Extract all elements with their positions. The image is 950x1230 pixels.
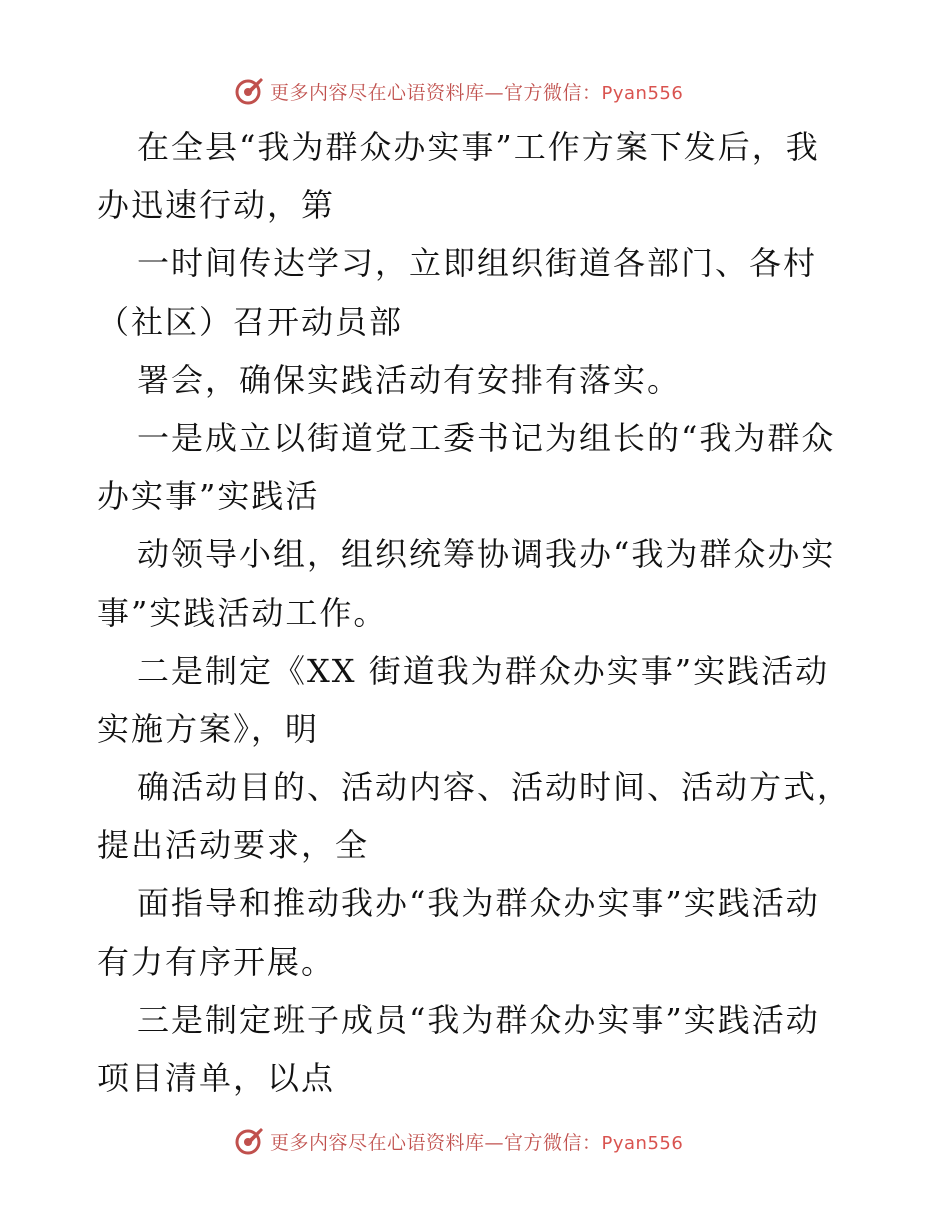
text-line: 一是成立以街道党工委书记为组长的“我为群众 xyxy=(137,418,836,457)
pen-logo-icon xyxy=(234,76,264,106)
text-line: 面指导和推动我办“我为群众办实事”实践活动 xyxy=(137,884,820,923)
header-banner-text: 更多内容尽在心语资料库—官方微信： xyxy=(270,81,602,104)
text-line: 确活动目的、活动内容、活动时间、活动方式， xyxy=(137,768,852,807)
text-line: 有力有序开展。 xyxy=(97,942,336,981)
text-line: 提出活动要求，全 xyxy=(97,826,370,865)
text-line: 事”实践活动工作。 xyxy=(97,593,388,632)
text-line: 在全县“我为群众办实事”工作方案下发后，我 xyxy=(137,128,820,166)
footer-banner xyxy=(234,1124,683,1158)
header-banner xyxy=(234,74,683,108)
footer-wechat-id: Pyan556 xyxy=(601,1132,684,1154)
pen-logo-icon xyxy=(234,1126,264,1156)
document-body xyxy=(97,118,857,1107)
text-line: 一时间传达学习，立即组织街道各部门、各村 xyxy=(137,244,818,283)
text-line: 办迅速行动，第 xyxy=(97,186,336,225)
header-wechat-id: Pyan556 xyxy=(601,82,684,104)
text-line: 实施方案》，明 xyxy=(97,709,320,748)
text-line: 动领导小组，组织统筹协调我办“我为群众办实 xyxy=(137,535,836,574)
text-line: 二是制定《XX 街道我为群众办实事”实践活动 xyxy=(137,651,830,690)
text-line: （社区）召开动员部 xyxy=(97,302,404,341)
text-line: 办实事”实践活 xyxy=(97,477,320,516)
text-line: 三是制定班子成员“我为群众办实事”实践活动 xyxy=(137,1000,820,1039)
footer-banner-text: 更多内容尽在心语资料库—官方微信： xyxy=(270,1131,602,1154)
text-line: 署会，确保实践活动有安排有落实。 xyxy=(137,360,682,399)
text-line: 项目清单，以点 xyxy=(97,1059,336,1097)
